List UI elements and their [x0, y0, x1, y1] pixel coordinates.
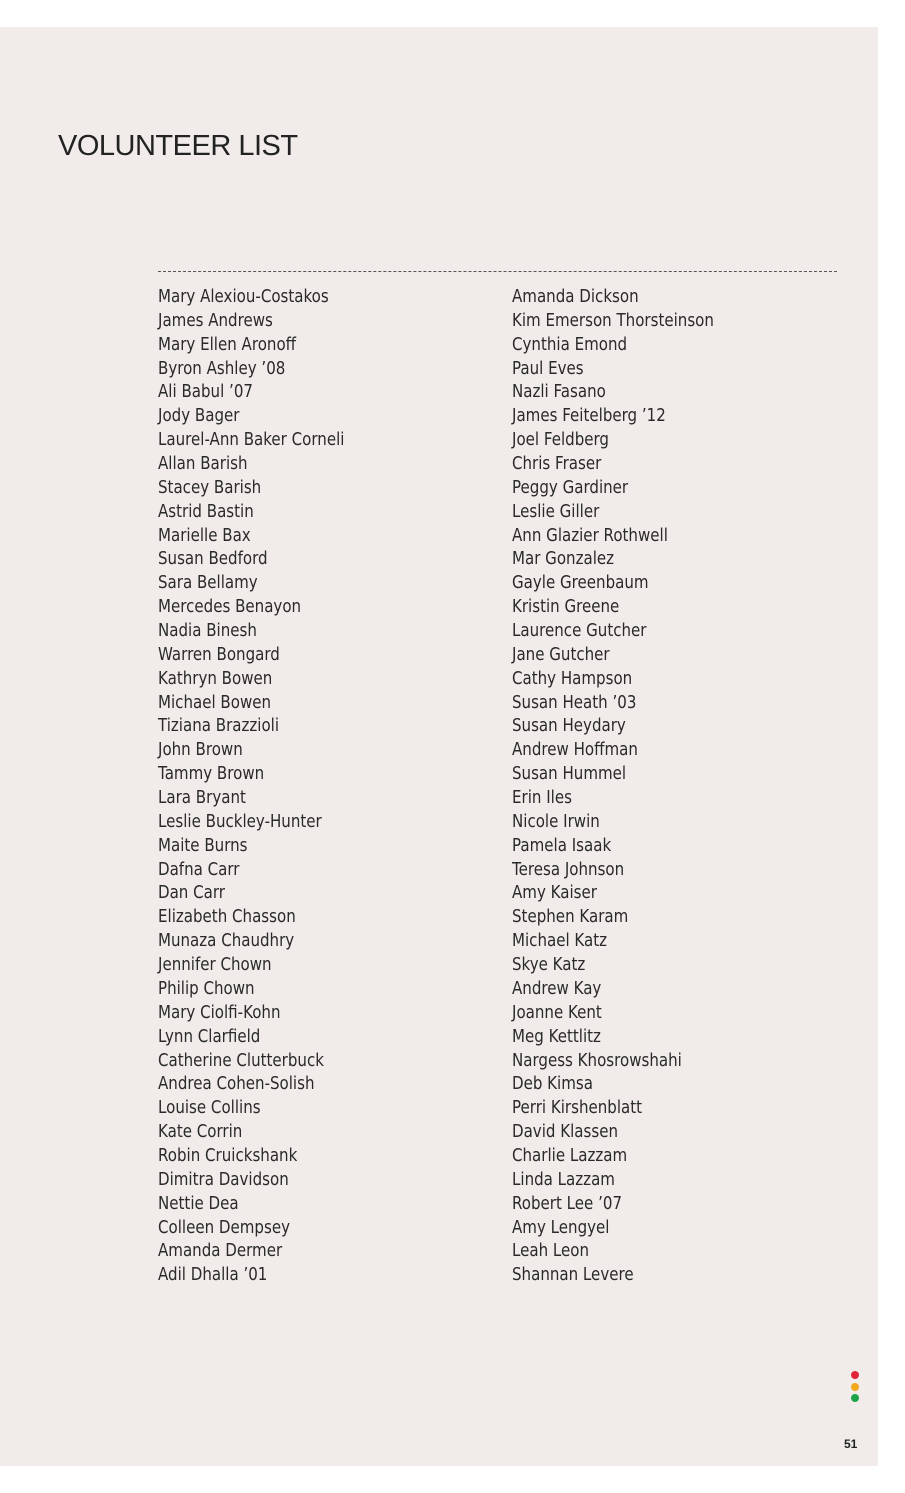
- volunteer-name: Paul Eves: [512, 358, 584, 379]
- volunteer-name: Susan Heath ’03: [512, 692, 637, 713]
- volunteer-name: Jody Bager: [158, 406, 240, 427]
- volunteer-name: Skye Katz: [512, 955, 586, 976]
- volunteer-name: Cathy Hampson: [512, 668, 633, 689]
- volunteer-name: Michael Katz: [512, 931, 608, 952]
- volunteer-name: Jane Gutcher: [512, 644, 610, 665]
- volunteer-name: Joanne Kent: [512, 1002, 602, 1023]
- volunteer-name: Tammy Brown: [158, 764, 265, 785]
- volunteer-name: Stephen Karam: [512, 907, 629, 928]
- volunteer-name: Robert Lee ’07: [512, 1193, 623, 1214]
- dashed-divider: [158, 271, 837, 272]
- volunteer-name: Linda Lazzam: [512, 1169, 615, 1190]
- volunteer-name: Susan Hummel: [512, 764, 627, 785]
- volunteer-name: Astrid Bastin: [158, 501, 254, 522]
- volunteer-list-right-column: [512, 286, 747, 1288]
- volunteer-name: Kristin Greene: [512, 597, 620, 618]
- volunteer-name: Jennifer Chown: [158, 955, 272, 976]
- volunteer-name: Susan Bedford: [158, 549, 268, 570]
- volunteer-name: Charlie Lazzam: [512, 1145, 628, 1166]
- volunteer-name: Warren Bongard: [158, 644, 280, 665]
- volunteer-name: Adil Dhalla ’01: [158, 1265, 268, 1286]
- volunteer-name: Cynthia Emond: [512, 334, 628, 355]
- volunteer-name: Nargess Khosrowshahi: [512, 1050, 682, 1071]
- volunteer-name: Amanda Dickson: [512, 287, 639, 307]
- volunteer-name: Andrea Cohen-Solish: [158, 1074, 315, 1095]
- volunteer-name: Shannan Levere: [512, 1265, 634, 1286]
- accent-dot: [851, 1383, 859, 1391]
- volunteer-name: Leslie Buckley-Hunter: [158, 811, 322, 832]
- volunteer-name: Teresa Johnson: [512, 859, 625, 880]
- volunteer-name: Mercedes Benayon: [158, 597, 302, 618]
- accent-dot: [851, 1394, 859, 1402]
- volunteer-name: Leah Leon: [512, 1241, 590, 1262]
- volunteer-name: Catherine Clutterbuck: [158, 1050, 324, 1071]
- volunteer-name: Nettie Dea: [158, 1193, 239, 1214]
- volunteer-name: Robin Cruickshank: [158, 1145, 298, 1166]
- volunteer-name: Lynn Clarfield: [158, 1026, 261, 1047]
- volunteer-name: Andrew Kay: [512, 978, 602, 999]
- volunteer-name: David Klassen: [512, 1122, 618, 1143]
- volunteer-name: Leslie Giller: [512, 501, 600, 522]
- volunteer-name: Amanda Dermer: [158, 1241, 283, 1262]
- volunteer-name: Allan Barish: [158, 454, 248, 475]
- document-page: [0, 27, 878, 1466]
- volunteer-name: Michael Bowen: [158, 692, 272, 713]
- volunteer-name: Gayle Greenbaum: [512, 573, 649, 594]
- volunteer-name: Mary Ciolfi-Kohn: [158, 1002, 281, 1023]
- volunteer-name: Elizabeth Chasson: [158, 907, 296, 928]
- volunteer-name: Meg Kettlitz: [512, 1026, 601, 1047]
- volunteer-name: Mary Ellen Aronoff: [158, 334, 297, 355]
- volunteer-list-left-column: [158, 286, 375, 1288]
- accent-dot: [851, 1371, 859, 1379]
- volunteer-name: Tiziana Brazzioli: [158, 716, 280, 737]
- volunteer-name: Dimitra Davidson: [158, 1169, 289, 1190]
- page-title: VOLUNTEER LIST: [58, 130, 298, 162]
- accent-dots: [851, 1371, 860, 1406]
- volunteer-name: John Brown: [158, 740, 243, 761]
- volunteer-name: Byron Ashley ’08: [158, 358, 286, 379]
- volunteer-name: Amy Kaiser: [512, 883, 597, 904]
- volunteer-name: Joel Feldberg: [512, 430, 609, 451]
- volunteer-name: Nazli Fasano: [512, 382, 606, 403]
- volunteer-name: Ann Glazier Rothwell: [512, 525, 668, 546]
- volunteer-name: Louise Collins: [158, 1098, 261, 1119]
- volunteer-name: Dafna Carr: [158, 859, 240, 880]
- volunteer-name: Deb Kimsa: [512, 1074, 593, 1095]
- volunteer-name: Amy Lengyel: [512, 1217, 610, 1238]
- volunteer-name: Laurel-Ann Baker Corneli: [158, 430, 345, 451]
- volunteer-name: Stacey Barish: [158, 477, 262, 498]
- volunteer-name: Kate Corrin: [158, 1122, 243, 1143]
- volunteer-name: Nicole Irwin: [512, 811, 600, 832]
- volunteer-name: Colleen Dempsey: [158, 1217, 290, 1238]
- volunteer-name: Kathryn Bowen: [158, 668, 273, 689]
- volunteer-name: Sara Bellamy: [158, 573, 258, 594]
- volunteer-name: Munaza Chaudhry: [158, 931, 295, 952]
- volunteer-name: Susan Heydary: [512, 716, 626, 737]
- volunteer-name: Ali Babul ’07: [158, 382, 253, 403]
- volunteer-name: Nadia Binesh: [158, 621, 257, 642]
- volunteer-name: Mary Alexiou-Costakos: [158, 287, 329, 307]
- volunteer-name: James Andrews: [158, 310, 273, 331]
- volunteer-name: Chris Fraser: [512, 454, 602, 475]
- page-number: 51: [844, 1437, 858, 1451]
- volunteer-name: Andrew Hoffman: [512, 740, 638, 761]
- volunteer-name: James Feitelberg ’12: [512, 406, 666, 427]
- volunteer-name: Erin Iles: [512, 788, 572, 809]
- volunteer-name: Laurence Gutcher: [512, 621, 647, 642]
- volunteer-name: Lara Bryant: [158, 788, 246, 809]
- volunteer-name: Perri Kirshenblatt: [512, 1098, 643, 1119]
- volunteer-name: Dan Carr: [158, 883, 225, 904]
- volunteer-name: Kim Emerson Thorsteinson: [512, 310, 714, 331]
- volunteer-name: Maite Burns: [158, 835, 248, 856]
- volunteer-name: Marielle Bax: [158, 525, 251, 546]
- volunteer-name: Mar Gonzalez: [512, 549, 615, 570]
- volunteer-name: Peggy Gardiner: [512, 477, 629, 498]
- volunteer-name: Philip Chown: [158, 978, 255, 999]
- volunteer-name: Pamela Isaak: [512, 835, 612, 856]
